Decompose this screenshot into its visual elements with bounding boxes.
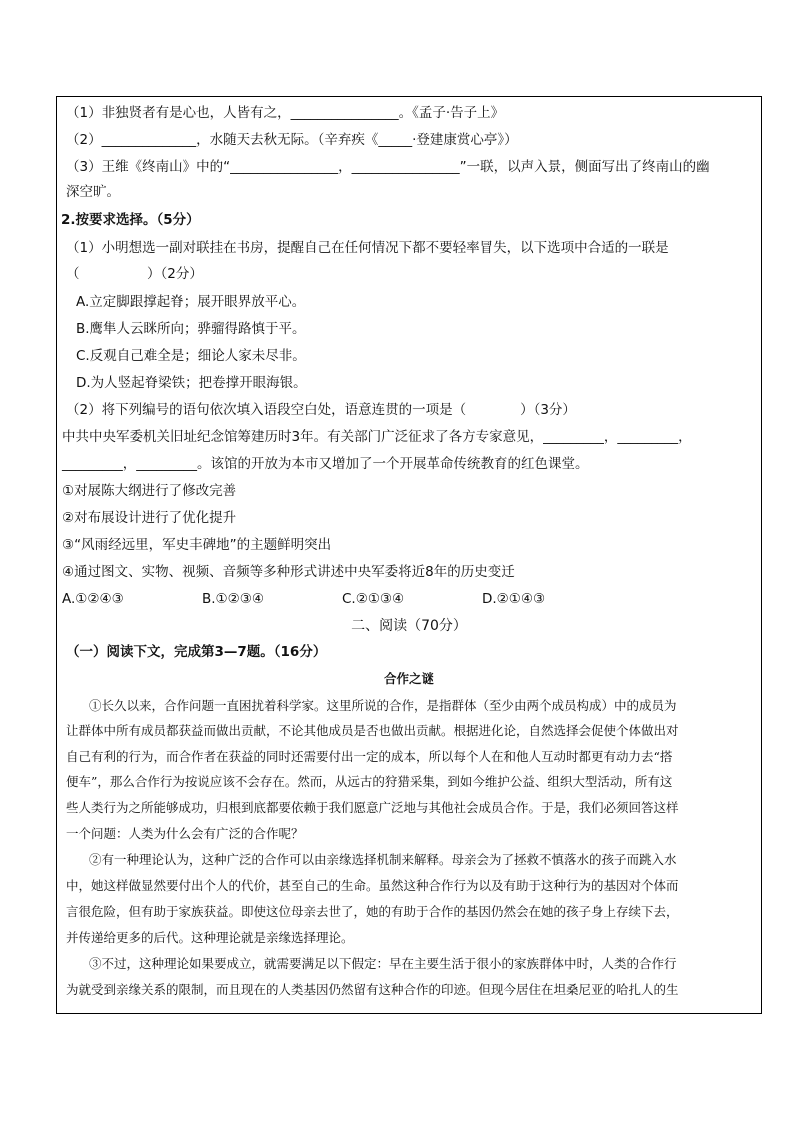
section-heading: 二、阅读（70分） [351,618,467,634]
q2-choice-d: D.②①④③ [482,591,546,607]
article-line-1: ①长久以来，合作问题一直困扰着科学家。这里所说的合作，是指群体（至少由两个成员构成）中的成员为 [89,698,677,713]
q1-line-1: （1）非独贤者有是心也，人皆有之，________________。《孟子·告子上》 [66,105,505,121]
section-part-1-instruction: （一）阅读下文，完成第3—7题。（16分） [66,644,327,660]
q2-option-a: A.立定脚跟撑起脊；展开眼界放平心。 [76,294,306,310]
q2-option-b: B.鹰隼人云眯所向；骅骝得路慎于平。 [76,321,306,337]
q2-part1-line2: （ ）（2分） [66,266,203,282]
q2-title: 2.按要求选择。（5分） [61,212,200,228]
q2-item-2: ②对布展设计进行了优化提升 [62,510,237,526]
q2-part2-line3: _________，_________。该馆的开放为本市又增加了一个开展革命传统教育的红色课堂。 [62,456,589,472]
article-line-9: 言很危险，但有助于家族获益。即使这位母亲去世了，她的有助于合作的基因仍然会在她的孩子身上存续下去， [66,904,679,919]
q2-option-d: D.为人竖起脊梁铁；把卷撑开眼海银。 [76,375,307,391]
q2-part1-line1: （1）小明想选一副对联挂在书房，提醒自己在任何情况下都不要轻率冒失，以下选项中合适的一联是 [66,240,669,256]
q2-item-3: ③“风雨经远里，军史丰碑地”的主题鲜明突出 [62,537,332,553]
q2-choice-b: B.①②③④ [202,591,264,607]
article-line-11: ③不过，这种理论如果要成立，就需要满足以下假定：早在主要生活于很小的家族群体中时，人类的合作行 [89,956,677,971]
article-title: 合作之谜 [383,671,434,686]
q1-line-3-cont: 深空旷。 [66,184,120,200]
q2-part2-line2: 中共中央军委机关旧址纪念馆筹建历时3年。有关部门广泛征求了各方专家意见，_________，_________， [62,429,692,445]
q2-choice-c: C.②①③④ [342,591,405,607]
article-line-6: 一个问题：人类为什么会有广泛的合作呢？ [66,826,304,841]
article-line-3: 自己有利的行为，而合作者在获益的同时还需要付出一定的成本，所以每个人在和他人互动时都更有动力去“搭 [66,749,673,764]
q2-item-4: ④通过图文、实物、视频、音频等多种形式讲述中央军委将近8年的历史变迁 [62,564,515,580]
q2-part2-line1: （2）将下列编号的语句依次填入语段空白处，语意连贯的一项是（ ）（3分） [66,402,576,418]
article-line-2: 让群体中所有成员都获益而做出贡献，不论其他成员是否也做出贡献。根据进化论，自然选择会促使个体做出对 [66,723,679,738]
article-line-4: 便车”，那么合作行为按说应该不会存在。然而，从远古的狩猎采集，到如今维护公益、组织大型活动，所有这 [66,774,673,789]
article-line-5: 些人类行为之所能够成功，归根到底都要依赖于我们愿意广泛地与其他社会成员合作。于是，我们必须回答这样 [66,800,679,815]
article-line-12: 为就受到亲缘关系的限制，而且现在的人类基因仍然留有这种合作的印迹。但现今居住在坦桑尼亚的哈扎人的生 [66,982,679,997]
q2-choice-a: A.①②④③ [62,591,124,607]
article-line-7: ②有一种理论认为，这种广泛的合作可以由亲缘选择机制来解释。母亲会为了拯救不慎落水的孩子而跳入水 [89,852,677,867]
q2-choices [62,590,622,608]
article-line-10: 并传递给更多的后代。这种理论就是亲缘选择理论。 [66,930,354,945]
q1-line-2: （2）______________，水随天去秋无际。（辛弃疾《_____·登建康赏心亭》） [66,132,518,148]
q2-option-c: C.反观自己难全是；细论人家未尽非。 [76,348,306,364]
article-line-8: 中，她这样做显然要付出个人的代价，甚至自己的生命。虽然这种合作行为以及有助于这种行为的基因对个体而 [66,878,679,893]
q2-item-1: ①对展陈大纲进行了修改完善 [62,483,237,499]
q1-line-3: （3）王维《终南山》中的“________________，________________”一联，以声入景，侧面写出了终南山的幽 [66,159,710,175]
